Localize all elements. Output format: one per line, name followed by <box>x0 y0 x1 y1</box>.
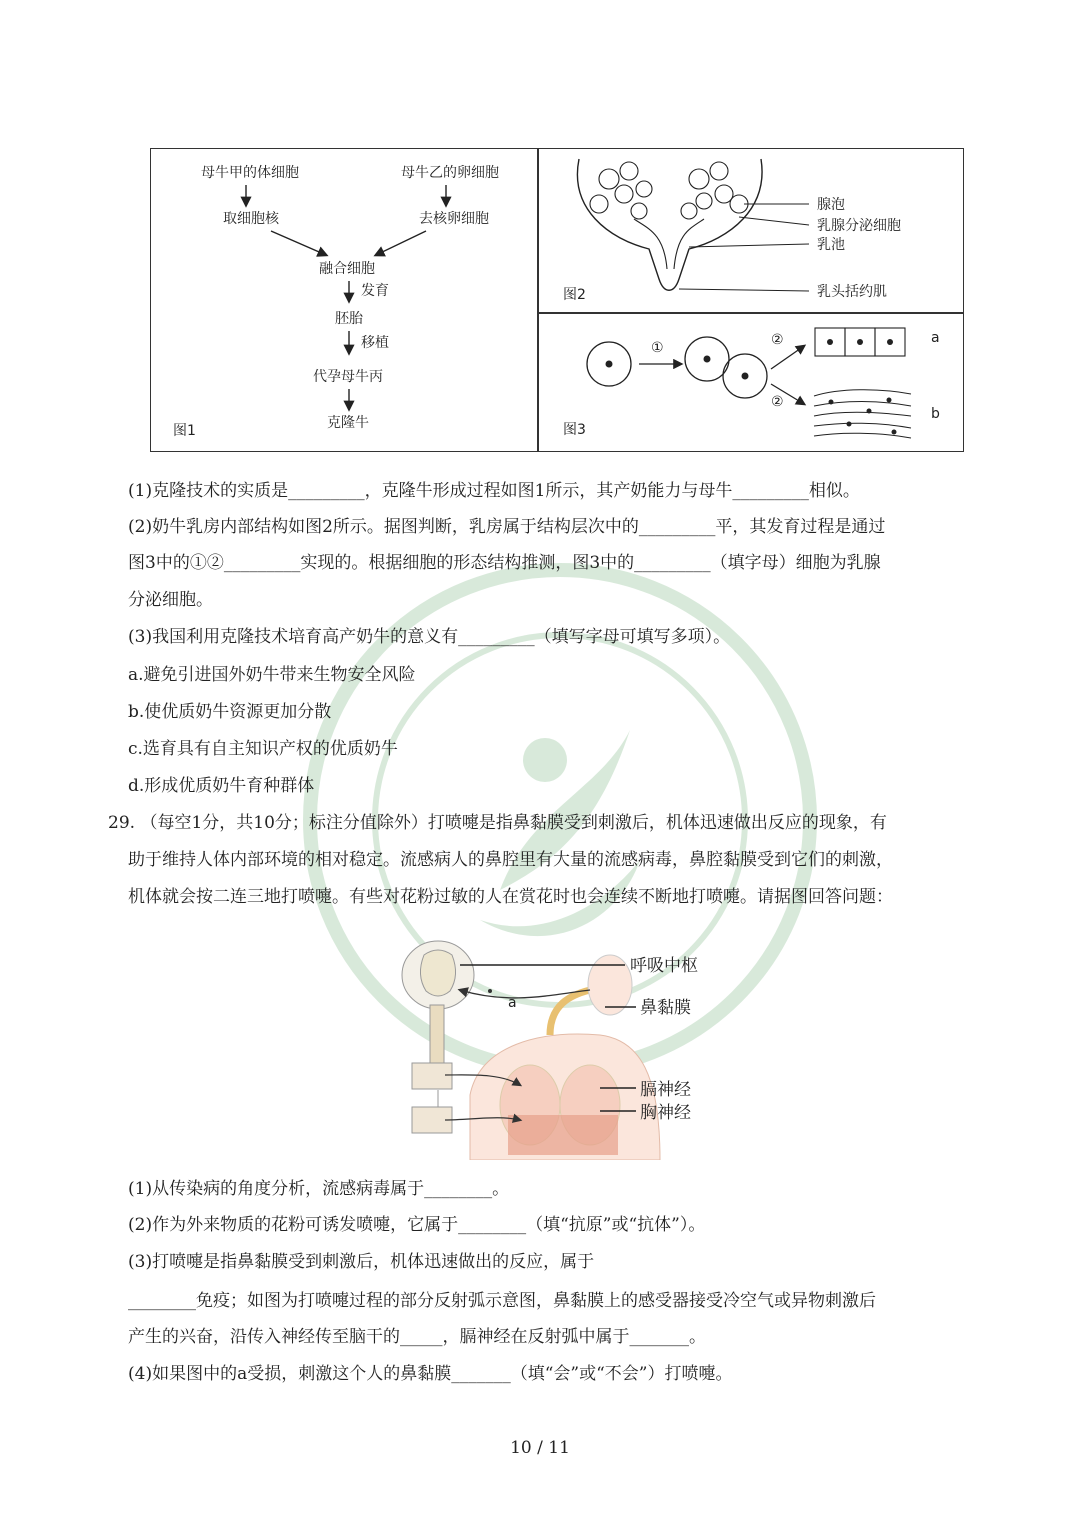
fig2-label-alveolus: 腺泡 <box>817 197 845 213</box>
fig3-label-b: b <box>931 406 940 422</box>
fig3-step2b: ② <box>771 394 784 410</box>
fig3-step1: ① <box>651 340 664 356</box>
figure-2-diagram <box>539 149 963 312</box>
q28-line-2: (2)奶牛乳房内部结构如图2所示。据图判断，乳房属于结构层次中的_________平，其发育过程是通过 <box>128 517 886 537</box>
fig1-develop: 发育 <box>361 283 389 299</box>
figure-3-box <box>538 313 964 452</box>
fig1-label: 图1 <box>173 423 196 439</box>
fig4-label-respiratory-center: 呼吸中枢 <box>630 956 698 976</box>
q29-line-5: 产生的兴奋，沿传入神经传至脑干的_____，膈神经在反射弧中属于_______。 <box>128 1327 706 1347</box>
fig1-embryo: 胚胎 <box>335 311 363 327</box>
fig1-fused: 融合细胞 <box>319 261 375 277</box>
q29-line-3: (3)打喷嚏是指鼻黏膜受到刺激后，机体迅速做出的反应，属于 <box>128 1252 595 1272</box>
fig1-nucleus: 取细胞核 <box>223 211 279 227</box>
figure-4-reflex-arc <box>400 935 730 1160</box>
q29-line-6: (4)如果图中的a受损，刺激这个人的鼻黏膜_______（填“会”或“不会”）打喷嚏。 <box>128 1364 733 1384</box>
q28-line-1: (1)克隆技术的实质是_________，克隆牛形成过程如图1所示，其产奶能力与母牛_________相似。 <box>128 481 860 501</box>
figure-1-diagram <box>151 149 537 451</box>
fig1-surrogate: 代孕母牛丙 <box>313 369 383 385</box>
page-number: 10 / 11 <box>510 1438 570 1458</box>
fig4-label-nasal-mucosa: 鼻黏膜 <box>640 998 691 1018</box>
fig3-label-a: a <box>931 330 940 346</box>
fig4-label-phrenic-nerve: 膈神经 <box>640 1080 691 1100</box>
figure-1-box <box>150 148 538 452</box>
q28-line-4: 分泌细胞。 <box>128 590 213 610</box>
fig3-step2a: ② <box>771 332 784 348</box>
figure-3-diagram <box>539 314 963 451</box>
q29-intro-2: 助于维持人体内部环境的相对稳定。流感病人的鼻腔里有大量的流感病毒，鼻腔黏膜受到它们的刺激， <box>128 850 893 870</box>
q28-line-3: 图3中的①②_________实现的。根据细胞的形态结构推测，图3中的_________（填字母）细胞为乳腺 <box>128 553 881 573</box>
q28-option-d: d.形成优质奶牛育种群体 <box>128 776 315 796</box>
q29-line-4: ________免疫；如图为打喷嚏过程的部分反射弧示意图，鼻黏膜上的感受器接受冷空气或异物刺激后 <box>128 1291 876 1311</box>
q29-line-1: (1)从传染病的角度分析，流感病毒属于________。 <box>128 1179 510 1199</box>
fig1-enucleated: 去核卵细胞 <box>419 211 489 227</box>
fig3-label: 图3 <box>563 422 586 438</box>
fig1-cow-a: 母牛甲的体细胞 <box>201 165 299 181</box>
fig1-cow-b: 母牛乙的卵细胞 <box>401 165 499 181</box>
q29-line-2: (2)作为外来物质的花粉可诱发喷嚏，它属于________（填“抗原”或“抗体”）。 <box>128 1215 706 1235</box>
fig4-label-thoracic-nerve: 胸神经 <box>640 1103 691 1123</box>
fig4-label-a: a <box>508 995 517 1011</box>
q29-intro-1: 29. （每空1分，共10分；标注分值除外）打喷嚏是指鼻黏膜受到刺激后，机体迅速做出反应的现象，有 <box>108 813 887 833</box>
fig1-transplant: 移植 <box>361 335 389 351</box>
fig1-clone: 克隆牛 <box>327 415 369 431</box>
fig2-label: 图2 <box>563 287 586 303</box>
fig2-label-cistern: 乳池 <box>817 237 845 253</box>
q28-option-c: c.选育具有自主知识产权的优质奶牛 <box>128 739 398 759</box>
q28-option-b: b.使优质奶牛资源更加分散 <box>128 702 332 722</box>
q28-option-a: a.避免引进国外奶牛带来生物安全风险 <box>128 665 416 685</box>
q28-line-5: (3)我国利用克隆技术培育高产奶牛的意义有_________（填写字母可填写多项）。 <box>128 627 731 647</box>
figure-2-box <box>538 148 964 313</box>
fig2-label-secretory-cell: 乳腺分泌细胞 <box>817 218 901 234</box>
q29-intro-3: 机体就会按二连三地打喷嚏。有些对花粉过敏的人在赏花时也会连续不断地打喷嚏。请据图回答问题： <box>128 887 893 907</box>
fig2-label-sphincter: 乳头括约肌 <box>817 284 887 300</box>
